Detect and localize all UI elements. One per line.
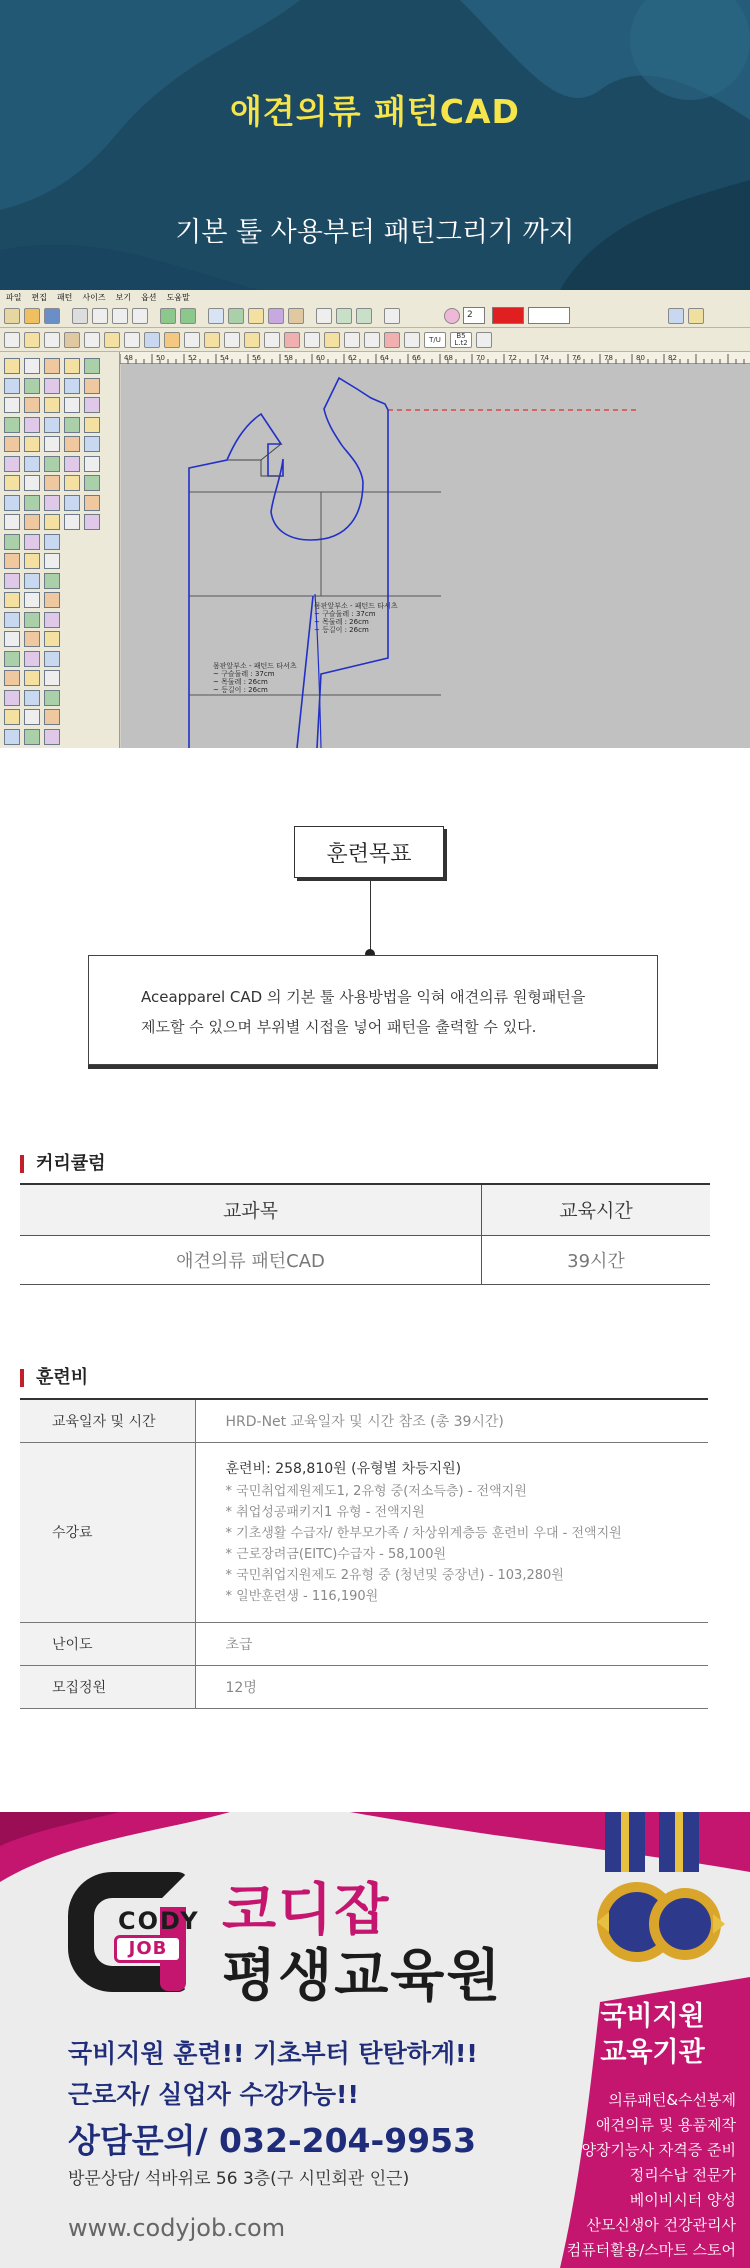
drawing-tool-icon[interactable] <box>4 592 20 608</box>
drawing-tool-icon[interactable] <box>4 495 20 511</box>
menu-item-edit[interactable]: 편집 <box>31 292 47 302</box>
ruler-tick-label: 78 <box>604 354 613 362</box>
cad-ruler <box>120 352 750 364</box>
note-left-line-1: 몸판앞부소 - 패턴드 타셔츠 <box>213 662 297 670</box>
zoom-value-field[interactable]: 2 <box>463 307 485 324</box>
chart-icon[interactable] <box>316 308 332 324</box>
drawing-tool-icon[interactable] <box>44 378 60 394</box>
undo-icon[interactable] <box>160 308 176 324</box>
grain-icon[interactable] <box>224 332 240 348</box>
ruler-tick-label: 56 <box>252 354 261 362</box>
line-style-select[interactable] <box>528 307 570 324</box>
delete-icon[interactable] <box>284 332 300 348</box>
ruler-tick-label: 64 <box>380 354 389 362</box>
capacity-value: 12명 <box>195 1665 708 1708</box>
brand-name: 코디잡 <box>222 1878 391 1943</box>
drawing-tool-icon[interactable] <box>44 670 60 686</box>
join-icon[interactable] <box>304 332 320 348</box>
drawing-tool-icon[interactable] <box>44 612 60 628</box>
drawing-tool-icon[interactable] <box>24 690 40 706</box>
ruler-tick-label: 80 <box>636 354 645 362</box>
academy-banner <box>0 1812 750 2268</box>
curriculum-table <box>20 1183 710 1285</box>
fee-heading: 훈련비 <box>20 1369 88 1387</box>
drawing-tool-icon[interactable] <box>24 495 40 511</box>
save-icon[interactable] <box>44 308 60 324</box>
tuition-item: * 취업성공패키지1 유형 - 전액지원 <box>225 1504 425 1520</box>
line-tool-icon[interactable] <box>44 332 60 348</box>
drawing-tool-icon[interactable] <box>4 475 20 491</box>
split-icon[interactable] <box>324 332 340 348</box>
capacity-label: 모집정원 <box>20 1665 195 1708</box>
drawing-tool-icon[interactable] <box>4 397 20 413</box>
print-icon[interactable] <box>72 308 88 324</box>
curriculum-header-row <box>20 1184 710 1235</box>
tool-label-lt2-text: L.t2 <box>454 339 468 347</box>
drawing-tool-icon[interactable] <box>4 378 20 394</box>
visit-address: 방문상담/ 석바위로 56 3층(구 시민회관 인근) <box>68 2169 410 2189</box>
drawing-tool-icon[interactable] <box>84 417 100 433</box>
tuition-value <box>195 1442 708 1622</box>
drawing-tool-icon[interactable] <box>24 456 40 472</box>
menu-item-help[interactable]: 도움말 <box>166 292 190 302</box>
drawing-tool-icon[interactable] <box>4 514 20 530</box>
drawing-tool-icon[interactable] <box>4 670 20 686</box>
tool-label-b5[interactable] <box>450 332 472 348</box>
logo-text-job: JOB <box>114 1935 182 1963</box>
goal-line-2: 제도할 수 있으며 부위별 시접을 넣어 패턴을 출력할 수 있다. <box>141 1018 537 1036</box>
level-label: 난이도 <box>20 1622 195 1665</box>
drawing-tool-icon[interactable] <box>4 709 20 725</box>
level-value: 초급 <box>195 1622 708 1665</box>
ruler-tick-label: 62 <box>348 354 357 362</box>
window-icon[interactable] <box>668 308 684 324</box>
ruler-tick-label: 70 <box>476 354 485 362</box>
tuition-main: 훈련비: 258,810원 (유형별 차등지원) <box>225 1460 462 1477</box>
drawing-tool-icon[interactable] <box>64 397 80 413</box>
ruler-tick-label: 76 <box>572 354 581 362</box>
redo-icon[interactable] <box>180 308 196 324</box>
drawing-tool-icon[interactable] <box>24 534 40 550</box>
menu-item-size[interactable]: 사이즈 <box>82 292 106 302</box>
training-goal-description <box>88 955 658 1065</box>
course-item: 산모신생아 건강관리사 <box>586 2216 736 2234</box>
tuition-item: * 기초생활 수급자/ 한부모가족 / 차상위계층등 훈련비 우대 - 전액지원 <box>225 1525 622 1541</box>
drawing-tool-icon[interactable] <box>24 709 40 725</box>
offset-icon[interactable] <box>84 332 100 348</box>
drawing-tool-icon[interactable] <box>44 475 60 491</box>
fee-table <box>20 1398 708 1709</box>
drawing-tool-icon[interactable] <box>44 631 60 647</box>
drawing-tool-icon[interactable] <box>24 397 40 413</box>
mirror-icon[interactable] <box>124 332 140 348</box>
drawing-tool-icon[interactable] <box>24 651 40 667</box>
tuition-item: * 국민취업제원제도1, 2유형 중(저소득층) - 전액지원 <box>225 1483 527 1499</box>
support-title <box>555 1999 750 2071</box>
drawing-tool-icon[interactable] <box>44 534 60 550</box>
training-goal-title: 훈련목표 <box>294 826 444 878</box>
drawing-tool-icon[interactable] <box>64 417 80 433</box>
drawing-tool-icon[interactable] <box>24 475 40 491</box>
drawing-tool-icon[interactable] <box>24 592 40 608</box>
curve-tool-icon[interactable] <box>64 332 80 348</box>
table-row <box>20 1235 710 1284</box>
drawing-tool-icon[interactable] <box>24 631 40 647</box>
note-right-line-3: ~ 목둘레 : 26cm <box>314 618 369 626</box>
course-item: 양장기능사 자격증 준비 <box>581 2141 736 2159</box>
drawing-tool-icon[interactable] <box>44 358 60 374</box>
note-left-line-2: ~ 구슬둘레 : 37cm <box>213 670 275 678</box>
contact-phone[interactable]: 상담문의/ 032-204-9953 <box>68 2121 477 2160</box>
drawing-tool-icon[interactable] <box>64 475 80 491</box>
layer-icon[interactable] <box>228 308 244 324</box>
help-icon[interactable] <box>688 308 704 324</box>
note-right-line-2: ~ 구슬둘레 : 37cm <box>314 610 376 618</box>
drawing-tool-icon[interactable] <box>4 534 20 550</box>
pattern-drawing <box>121 364 750 748</box>
drawing-tool-icon[interactable] <box>84 514 100 530</box>
drawing-tool-icon[interactable] <box>44 592 60 608</box>
ruler-tick-label: 72 <box>508 354 517 362</box>
drawing-tool-icon[interactable] <box>44 495 60 511</box>
cad-menu-bar <box>0 290 750 304</box>
drawing-tool-icon[interactable] <box>44 690 60 706</box>
drawing-tool-icon[interactable] <box>44 651 60 667</box>
zoom-fit-icon[interactable] <box>384 308 400 324</box>
notch-icon[interactable] <box>356 308 372 324</box>
drawing-tool-icon[interactable] <box>24 378 40 394</box>
drawing-tool-icon[interactable] <box>64 514 80 530</box>
drawing-tool-icon[interactable] <box>4 651 20 667</box>
drawing-tool-icon[interactable] <box>44 514 60 530</box>
drawing-tool-icon[interactable] <box>64 495 80 511</box>
tuition-label: 수강료 <box>20 1442 195 1622</box>
drawing-tool-icon[interactable] <box>44 553 60 569</box>
drawing-tool-icon[interactable] <box>24 514 40 530</box>
cad-screenshot <box>0 290 750 748</box>
drawing-tool-icon[interactable] <box>44 573 60 589</box>
drawing-tool-icon[interactable] <box>24 436 40 452</box>
measure-icon[interactable] <box>248 308 264 324</box>
drawing-tool-icon[interactable] <box>24 573 40 589</box>
col-hours: 교육시간 <box>481 1184 710 1235</box>
course-item: 베이비시터 양성 <box>629 2191 736 2209</box>
pleat-icon[interactable] <box>204 332 220 348</box>
drawing-tool-icon[interactable] <box>44 456 60 472</box>
award-medals-icon <box>597 1812 727 1977</box>
paste-icon[interactable] <box>132 308 148 324</box>
menu-item-view[interactable]: 보기 <box>115 292 132 302</box>
ruler-tick-label: 50 <box>156 354 165 362</box>
ruler-tick-label: 60 <box>316 354 325 362</box>
cad-toolbar-top <box>0 304 750 328</box>
drawing-tool-icon[interactable] <box>64 378 80 394</box>
mark-icon[interactable] <box>336 308 352 324</box>
length-icon[interactable] <box>364 332 380 348</box>
drawing-tool-icon[interactable] <box>84 436 100 452</box>
menu-item-file[interactable]: 파일 <box>6 292 22 302</box>
rotate-icon[interactable] <box>144 332 160 348</box>
support-title-line-1: 국비지원 <box>600 2001 705 2032</box>
drawing-tool-icon[interactable] <box>4 573 20 589</box>
drawing-tool-icon[interactable] <box>4 729 20 745</box>
drawing-tool-icon[interactable] <box>24 358 40 374</box>
open-folder-icon[interactable] <box>24 308 40 324</box>
ruler-tick-label: 66 <box>412 354 421 362</box>
tuition-item: * 근로장려금(EITC)수급자 - 58,100원 <box>225 1546 447 1562</box>
angle-icon[interactable] <box>404 332 420 348</box>
ruler-icon[interactable] <box>476 332 492 348</box>
drawing-tool-icon[interactable] <box>44 417 60 433</box>
drawing-tool-icon[interactable] <box>84 475 100 491</box>
ruler-tick-label: 52 <box>188 354 197 362</box>
subject-cell: 애견의류 패턴CAD <box>20 1235 481 1284</box>
website-link[interactable]: www.codyjob.com <box>68 2214 286 2242</box>
hero-subtitle: 기본 툴 사용부터 패턴그리기 까지 <box>175 217 575 248</box>
banner-tagline-1: 국비지원 훈련!! 기초부터 탄탄하게!! <box>68 2039 478 2068</box>
table-row <box>20 1442 708 1622</box>
color-wheel-icon[interactable] <box>444 308 460 324</box>
drawing-tool-icon[interactable] <box>4 358 20 374</box>
drawing-tool-icon[interactable] <box>84 358 100 374</box>
ruler-tick-label: 54 <box>220 354 229 362</box>
hero-title: 애견의류 패턴CAD <box>230 92 520 131</box>
tuition-item: * 일반훈련생 - 116,190원 <box>225 1588 379 1604</box>
drawing-tool-icon[interactable] <box>4 612 20 628</box>
select-icon[interactable] <box>4 332 20 348</box>
drawing-tool-icon[interactable] <box>84 378 100 394</box>
drawing-tool-icon[interactable] <box>24 612 40 628</box>
cut-piece-icon[interactable] <box>164 332 180 348</box>
drawing-tool-icon[interactable] <box>4 631 20 647</box>
drawing-tool-icon[interactable] <box>24 553 40 569</box>
cad-tool-palette <box>0 352 120 748</box>
schedule-label: 교육일자 및 시간 <box>20 1399 195 1442</box>
point-icon[interactable] <box>24 332 40 348</box>
drawing-tool-icon[interactable] <box>64 436 80 452</box>
cad-drawing-canvas[interactable] <box>121 364 750 748</box>
table-row <box>20 1665 708 1708</box>
government-support-panel <box>555 1977 750 2268</box>
drawing-tool-icon[interactable] <box>84 456 100 472</box>
drawing-tool-icon[interactable] <box>4 417 20 433</box>
drawing-tool-icon[interactable] <box>64 456 80 472</box>
course-item: 컴퓨터활용/스마트 스토어 <box>566 2241 736 2259</box>
ruler-tick-label: 82 <box>668 354 677 362</box>
grid-icon[interactable] <box>208 308 224 324</box>
drawing-tool-icon[interactable] <box>84 495 100 511</box>
course-item: 애견의류 및 용품제작 <box>596 2116 736 2134</box>
note-right-line-1: 몸판앞부소 - 패턴드 타셔츠 <box>314 602 398 610</box>
drawing-tool-icon[interactable] <box>44 397 60 413</box>
drawing-tool-icon[interactable] <box>24 670 40 686</box>
shift-icon[interactable] <box>344 332 360 348</box>
drawing-tool-icon[interactable] <box>44 436 60 452</box>
schedule-value: HRD-Net 교육일자 및 시간 참조 (총 39시간) <box>195 1399 708 1442</box>
menu-item-pattern[interactable]: 패턴 <box>56 292 73 302</box>
ruler-tick-label: 74 <box>540 354 549 362</box>
menu-item-option[interactable]: 옵션 <box>141 292 157 302</box>
ruler-tick-label: 68 <box>444 354 453 362</box>
ruler-ticks <box>120 352 750 364</box>
course-item: 정리수납 전문가 <box>629 2166 736 2184</box>
drawing-tool-icon[interactable] <box>4 690 20 706</box>
banner-tagline-2: 근로자/ 실업자 수강가능!! <box>68 2080 359 2109</box>
button-hole-icon[interactable] <box>244 332 260 348</box>
text-icon[interactable] <box>264 332 280 348</box>
drawing-tool-icon[interactable] <box>24 729 40 745</box>
pen-icon[interactable] <box>268 308 284 324</box>
ruler-tick-label: 58 <box>284 354 293 362</box>
line-color-select[interactable] <box>492 307 524 324</box>
note-left-line-3: ~ 목둘레 : 26cm <box>213 678 268 686</box>
drawing-tool-icon[interactable] <box>4 553 20 569</box>
goal-line-1: Aceapparel CAD 의 기본 툴 사용방법을 익혀 애견의류 원형패턴을 <box>141 988 586 1006</box>
table-row <box>20 1399 708 1442</box>
tuition-item: * 국민취업지원제도 2유형 중 (청년및 중장년) - 103,280원 <box>225 1567 564 1583</box>
seam-icon[interactable] <box>184 332 200 348</box>
hero-banner <box>0 0 750 290</box>
col-subject: 교과목 <box>20 1184 481 1235</box>
curriculum-heading: 커리큘럼 <box>20 1155 106 1173</box>
table-row <box>20 1622 708 1665</box>
copy-icon[interactable] <box>112 308 128 324</box>
course-item: 의류패턴&수선봉제 <box>608 2091 736 2109</box>
brand-subname: 평생교육원 <box>222 1944 503 2009</box>
logo-text-cody: CODY <box>118 1907 200 1935</box>
scale-icon[interactable] <box>384 332 400 348</box>
drawing-tool-icon[interactable] <box>44 709 60 725</box>
support-title-line-2: 교육기관 <box>600 2037 705 2068</box>
cad-toolbar-second <box>0 328 750 352</box>
note-left-line-4: ~ 등길이 : 26cm <box>213 686 268 694</box>
drawing-tool-icon[interactable] <box>84 397 100 413</box>
ruler-tick-label: 48 <box>124 354 133 362</box>
tool-label-b5-text: B5 <box>456 332 466 340</box>
drawing-tool-icon[interactable] <box>4 456 20 472</box>
drawing-tool-icon[interactable] <box>64 358 80 374</box>
drawing-tool-icon[interactable] <box>44 729 60 745</box>
drawing-tool-icon[interactable] <box>4 436 20 452</box>
note-right-line-4: ~ 등길이 : 26cm <box>314 626 369 634</box>
goal-connector-line <box>370 880 371 954</box>
tool-label-tu[interactable]: T/U <box>424 332 446 348</box>
drawing-tool-icon[interactable] <box>24 417 40 433</box>
hand-icon[interactable] <box>288 308 304 324</box>
new-file-icon[interactable] <box>4 308 20 324</box>
cut-icon[interactable] <box>92 308 108 324</box>
hours-cell: 39시간 <box>481 1235 710 1284</box>
dart-icon[interactable] <box>104 332 120 348</box>
